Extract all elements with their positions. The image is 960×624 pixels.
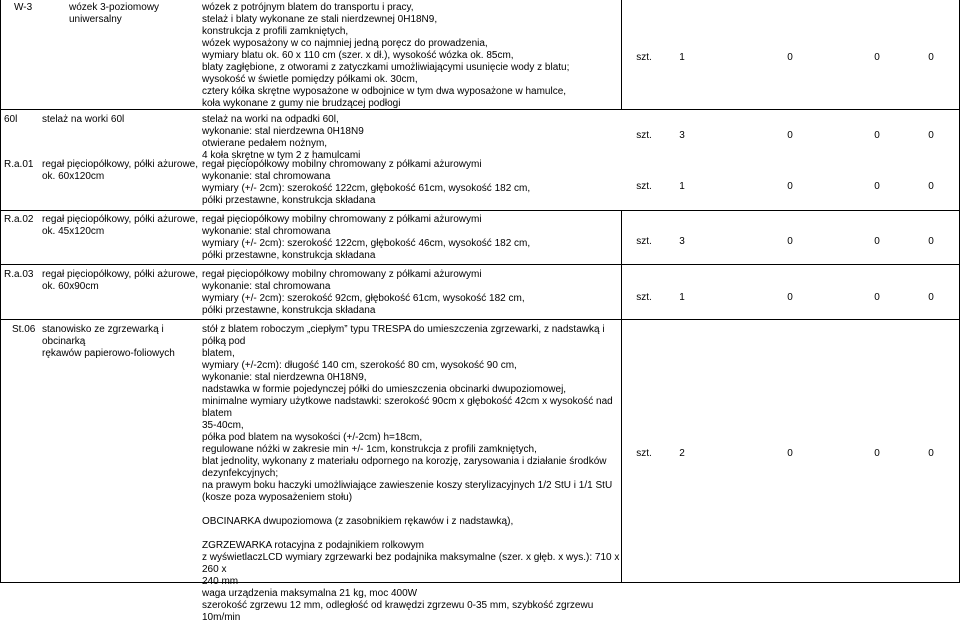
row-unit: szt.	[636, 181, 652, 192]
row-code: R.a.03	[4, 269, 34, 280]
row-divider	[0, 319, 960, 320]
row-description: regał pięciopółkowy mobilny chromowany z półkami ażurowymi wykonanie: stal chromowana wymiary (+/- 2cm): szerokość 122cm, głębokość 46cm, wysokość 182 cm, półki przestawne, konstrukcja składana	[202, 214, 531, 261]
row-value: 0	[874, 52, 880, 63]
column-divider	[621, 210, 622, 583]
row-name: stelaż na worki 60l	[42, 114, 125, 125]
row-quantity: 3	[679, 236, 685, 247]
row-code: R.a.01	[4, 159, 34, 170]
row-value: 0	[787, 181, 793, 192]
row-value: 0	[874, 130, 880, 141]
row-unit: szt.	[636, 292, 652, 303]
row-unit: szt.	[636, 52, 652, 63]
row-value: 0	[928, 448, 934, 459]
column-divider	[0, 0, 1, 583]
row-name: regał pięciopółkowy, półki ażurowe, ok. 45x120cm	[42, 214, 199, 237]
row-divider	[0, 210, 960, 211]
row-name: regał pięciopółkowy, półki ażurowe, ok. 60x90cm	[42, 269, 199, 292]
row-description: wózek z potrójnym blatem do transportu i pracy, stelaż i blaty wykonane ze stali nierdzewnej 0H18N9, konstrukcja z profili zamkniętych, wózek wyposażony w co najmniej jedną poręcz do prowadzenia, wymiary blatu ok. 60 x 110 cm (szer. x dł.), wysokość wózka ok. 85cm, blaty zagłębione, z otworami z zatyczkami umożliwiającymi usunięcie wody z blatu; wysokość w świetle pomiędzy półkami ok. 30cm, cztery kółka skrętne wyposażone w odbojnice w tym dwa wyposażone w hamulce, koła wykonane z gumy nie brudzącej podłogi	[202, 2, 570, 109]
row-value: 0	[928, 236, 934, 247]
row-quantity: 2	[679, 448, 685, 459]
row-value: 0	[928, 181, 934, 192]
row-name: regał pięciopółkowy, półki ażurowe, ok. 60x120cm	[42, 159, 199, 182]
row-code: St.06	[12, 324, 36, 335]
row-value: 0	[874, 181, 880, 192]
row-unit: szt.	[636, 448, 652, 459]
row-value: 0	[787, 236, 793, 247]
row-name: wózek 3-poziomowy uniwersalny	[69, 2, 160, 25]
row-unit: szt.	[636, 236, 652, 247]
row-value: 0	[787, 292, 793, 303]
row-description: stelaż na worki na odpadki 60l, wykonanie: stal nierdzewna 0H18N9 otwierane pedałem nożnym, 4 koła skrętne w tym 2 z hamulcami	[202, 114, 364, 161]
row-code: 60l	[4, 114, 18, 125]
row-code: W-3	[14, 2, 33, 13]
row-value: 0	[874, 292, 880, 303]
row-value: 0	[928, 292, 934, 303]
row-divider	[0, 264, 960, 265]
row-code: R.a.02	[4, 214, 34, 225]
row-value: 0	[928, 52, 934, 63]
row-description: stół z blatem roboczym „ciepłym” typu TRESPA do umieszczenia zgrzewarki, z nadstawką i półką pod blatem, wymiary (+/-2cm): długość 140 cm, szerokość 80 cm, wysokość 90 cm, wykonanie: stal nierdzewna 0H18N9, nadstawka w formie pojedynczej półki do umieszczenia obcinarki dwupoziomowej, minimalne wymiary użytkowe nadstawki: szerokość 90cm x głębokość 42cm x wysokość nad blatem 35-40cm, półka pod blatem na wysokości (+/-2cm) h=18cm, regulowane nóżki w zakresie min +/- 1cm, konstrukcja z profili zamkniętych, blat jednolity, wykonany z materiału odpornego na korozję, zarysowania i działanie środków dezynfekcyjnych; na prawym boku haczyki umożliwiające zawieszenie koszy sterylizacyjnych 1/2 StU i 1/1 StU (koszе poza wyposażeniem stołu) OBCINARKA dwupoziomowa (z zasobnikiem rękawów i z nadstawką), ZGRZEWARKA rotacyjna z podajnikiem rolkowym z wyświetlaczLCD wymiary zgrzewarki bez podajnika maksymalne (szer. x głęb. x wys.): 710 x 260 x 240 mm waga urządzenia maksymalna 21 kg, moc 400W szerokość zgrzewu 12 mm, odległość od krawędzi zgrzewu 0-35 mm, szybkość zgrzewu 10m/min	[202, 324, 620, 623]
row-quantity: 1	[679, 52, 685, 63]
row-value: 0	[874, 448, 880, 459]
row-name: stanowisko ze zgrzewarką i obcinarką rękawów papierowo-foliowych	[42, 324, 175, 359]
row-quantity: 1	[679, 181, 685, 192]
row-value: 0	[787, 448, 793, 459]
row-value: 0	[928, 130, 934, 141]
row-quantity: 3	[679, 130, 685, 141]
row-description: regał pięciopółkowy mobilny chromowany z półkami ażurowymi wykonanie: stal chromowana wymiary (+/- 2cm): szerokość 122cm, głębokość 61cm, wysokość 182 cm, półki przestawne, konstrukcja składana	[202, 159, 531, 206]
row-value: 0	[874, 236, 880, 247]
row-description: regał pięciopółkowy mobilny chromowany z półkami ażurowymi wykonanie: stal chromowana wymiary (+/- 2cm): szerokość 92cm, głębokość 61cm, wysokość 182 cm, półki przestawne, konstrukcja składana	[202, 269, 525, 316]
row-value: 0	[787, 130, 793, 141]
column-divider	[621, 0, 622, 110]
row-unit: szt.	[636, 130, 652, 141]
row-quantity: 1	[679, 292, 685, 303]
row-value: 0	[787, 52, 793, 63]
